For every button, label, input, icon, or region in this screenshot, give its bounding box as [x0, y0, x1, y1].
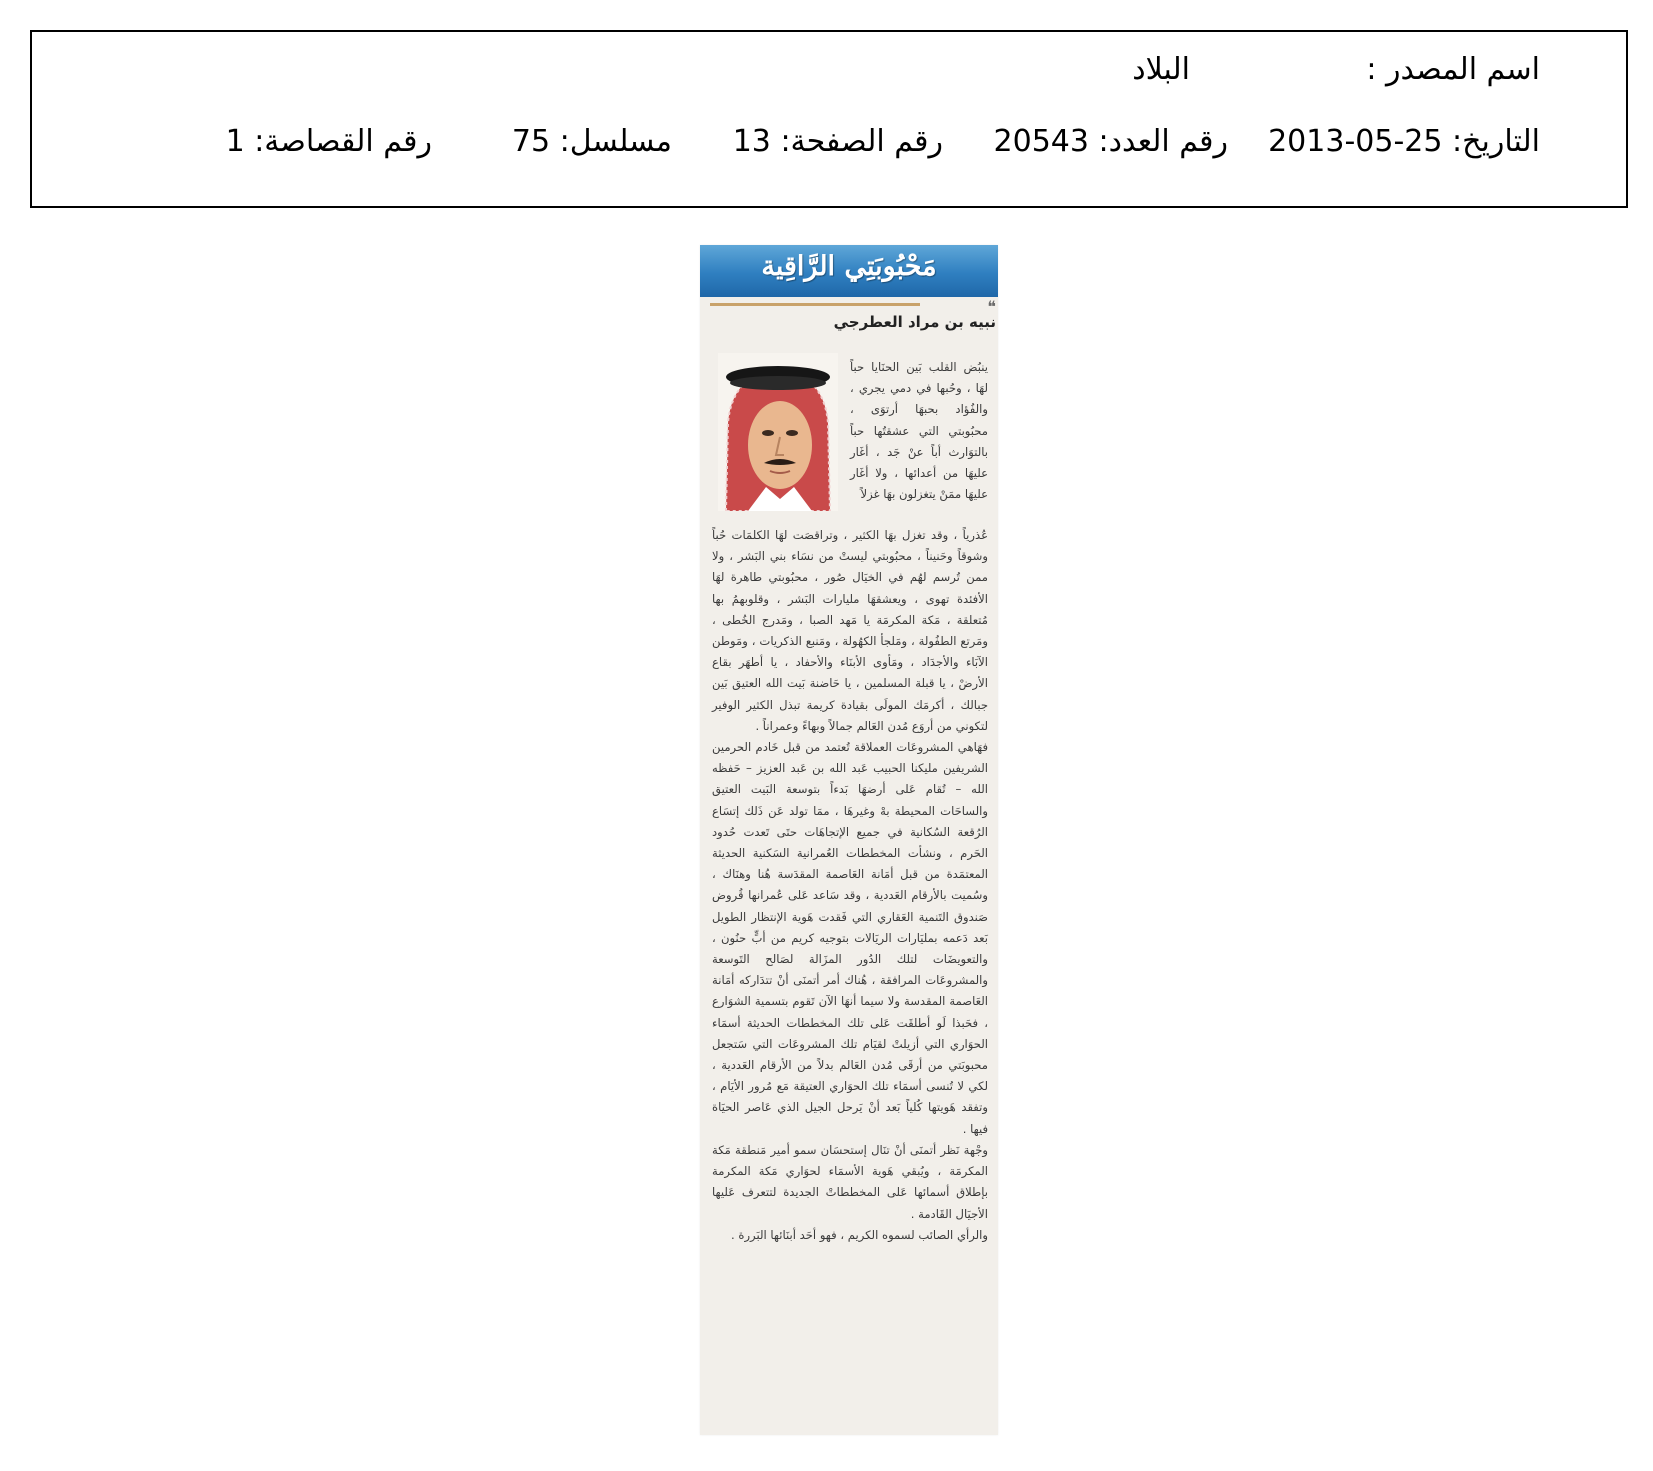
source-value: البلاد [1132, 52, 1190, 87]
author-name: نبيه بن مراد العطرجي [833, 313, 996, 331]
clip-number: رقم القصاصة: 1 [225, 124, 432, 159]
title-rule [710, 303, 920, 306]
paragraph: والرأي الصائب لسموه الكريم ، فهو أحَد أبنَائها البَررة . [731, 1227, 988, 1242]
source-label: اسم المصدر : [1366, 52, 1540, 87]
newspaper-clipping [700, 245, 998, 1435]
paragraph: فهَاهي المشروعَات العملاقة تُعتمد من قبل خَادم الحرمين الشريفين مليكنا الحبيب عَبد الله بن عَبد العزيز – حَفظه الله – تُقام عَلى أرضهَا بَدءاً بتوسعة البَيت العتيق والساحَات المحيطة بهْ وغيرهَا ، ممَا تولد عَن ذَلك إتسَاع الرُقعة السُكانية في جميع الإتجاهَات حتَى تَعدت حُدود الحَرم ، ونشأت المخططات العُمرانية السَكنية الحديثة المعتمَدة من قبل أمَانة العَاصمة المقدَسة هُنا وهنَاك ، وسُميت بالأرقام العَددية ، وقد سَاعد عَلى عُمرانها قُروض صَندوق التَنمية العَقاري التي فَقدت هَوية الإنتظار الطويل بَعد دَعمه بمليَارات الريَالات بتوجيه كريم من أبٍّ حنُون ، والتعويضَات لتلك الدُور المزَالة لصَالح التَوسعة والمشروعَات المرافقة ، هُناك أمر أتمنَى أنْ تتدَاركه أمَانة العَاصمة المقدسة ولا سيما أنهَا الآن تَقوم بتسمية الشوَارع ، فحَبذا لَو أطلقَت عَلى تلك المخططات الحديثة أسمَاء الحوَاري التي أزيلتْ لقيَام تلك المشروعَات التي سَتجعل محبوبَتي من أرقَى مُدن العَالم بدلاً من الأرقام العَددية ، لكي لا تُنسى أسمَاء تلك الحوَاري العتيقة مَع مُرور الأيَام ، وتفقد هَويتها كُلياً بَعد أنْ يَرحل الجيل الذي عَاصر الحيَاة فيها . [712, 740, 988, 1136]
column-banner [700, 245, 998, 297]
paragraph: وجْهة نَظر أتمنَى أنْ تنَال إستحسَان سمو أمير مَنطقة مَكة المكرمَة ، ويُبقي هَوية الأسمَاء لحوَاري مَكة المكرمة بإطلاق أسمائها عَلى المخططاتْ الجديدة لتتعرف عَليها الأجيَال القَادمة . [712, 1142, 988, 1221]
paragraph: عُذرياً ، وقد تغزل بهَا الكثير ، وتراقصَت لهَا الكلمَات حُباً وشوقاً وحَنيناً ، محبُوبتي ليستْ من نسَاء بني البَشر ، ولا ممن تُرسم لهُم في الخيَال صُور ، محبُوبتي طاهرة لهَا الأفئدة تهوى ، ويعشقهَا مليارات البَشر ، وقلوبهمُ بها مُتعلقة ، مَكة المكرمَة يا مَهد الصبا ، ومَدرج الخُطى ، ومَرتع الطفُولة ، ومَلجأ الكهُولة ، ومَنبع الذكريات ، ومَوطن الآبَاء والأجدَاد ، ومَأوى الأبنَاء والأحفاد ، يا أطهَر بقاع الأرضْ ، يا قبلة المسلمين ، يا حَاضنة بَيت الله العتيق بَين جبالك ، أكرمَك المولَى بقيادة كريمة تبذل الكثير الوفير لتكوني من أروَع مُدن العَالم جمالاً وبهاءً وعمراناً . [712, 528, 988, 733]
metadata-box [30, 30, 1628, 208]
quote-icon: ❝ [987, 297, 996, 316]
article-intro: ينبُض القلب بَين الحنَايا حباً لهَا ، وحُبها في دمي يجري ، والفُؤاد بحبهَا أرتوَى ، محبُوبتي التي عشقتُها حباً بالتوَارث أباً عنْ جَد ، أغَار عليهَا من أعدائها ، ولا أغَار عليهَا ممَنْ يتغزلون بهَا غزلاً [850, 360, 988, 502]
serial-number: مسلسل: 75 [511, 124, 672, 159]
column-title: مَحْبُوبَتِي الرَّاقِية [761, 251, 937, 282]
author-portrait-icon [718, 353, 838, 511]
date-field: التاريخ: 25-05-2013 [1268, 124, 1540, 159]
page-number: رقم الصفحة: 13 [732, 124, 943, 159]
author-photo [718, 353, 838, 511]
article-body [712, 525, 988, 1246]
issue-number: رقم العدد: 20543 [993, 124, 1228, 159]
